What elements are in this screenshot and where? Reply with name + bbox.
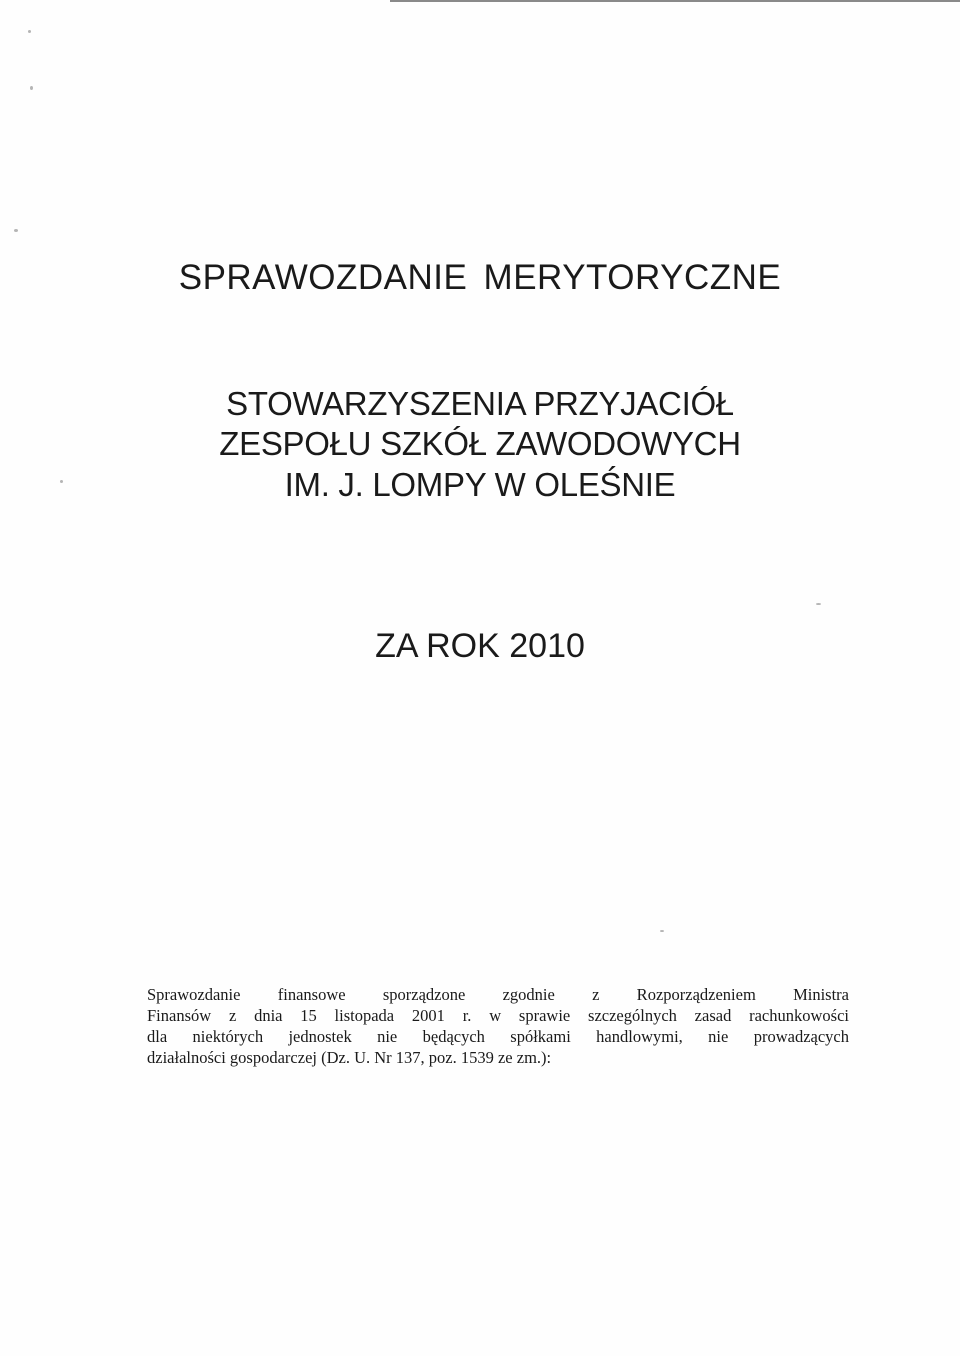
- paragraph-line-3: dla niektórych jednostek nie będących spółkami handlowymi, nie prowadzących: [147, 1027, 849, 1046]
- organization-name-line-2: ZESPOŁU SZKÓŁ ZAWODOWYCH: [219, 425, 741, 462]
- paragraph-line-2: Finansów z dnia 15 listopada 2001 r. w sprawie szczególnych zasad rachunkowości: [147, 1006, 849, 1025]
- scan-speck: [28, 30, 31, 33]
- organization-name-line-3: IM. J. LOMPY W OLEŚNIE: [284, 466, 676, 503]
- scan-top-edge: [390, 0, 960, 2]
- scan-speck: [660, 930, 664, 932]
- paragraph-line-1: Sprawozdanie finansowe sporządzone zgodnie z Rozporządzeniem Ministra: [147, 985, 849, 1004]
- report-year: ZA ROK 2010: [375, 627, 585, 665]
- scan-speck: [816, 603, 821, 605]
- document-title: SPRAWOZDANIE MERYTORYCZNE: [178, 258, 782, 297]
- legal-basis-paragraph: [147, 985, 849, 1075]
- organization-name-line-1: STOWARZYSZENIA PRZYJACIÓŁ: [226, 385, 734, 422]
- scan-speck: [14, 229, 18, 232]
- scan-speck: [30, 86, 33, 90]
- paragraph-line-4: działalności gospodarczej (Dz. U. Nr 137, poz. 1539 ze zm.):: [147, 1048, 552, 1067]
